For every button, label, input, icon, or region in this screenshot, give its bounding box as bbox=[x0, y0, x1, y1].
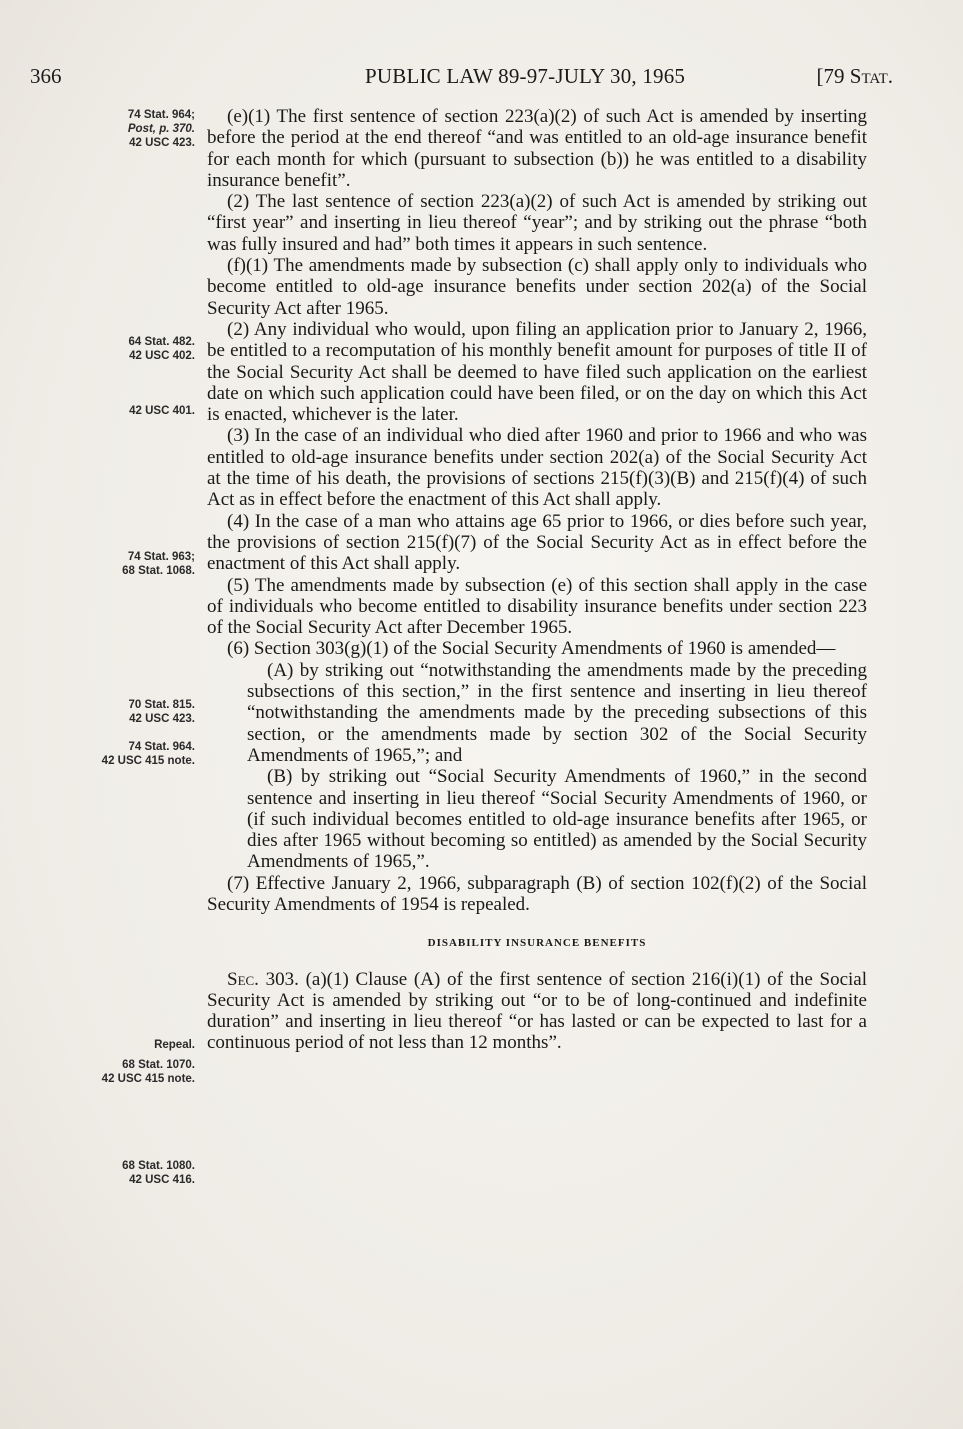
margin-note: 74 Stat. 964. 42 USC 415 note. bbox=[101, 741, 195, 767]
section-label: Sec. 303. bbox=[227, 968, 299, 990]
paragraph: (f)(1) The amendments made by subsection (c) shall apply only to individuals who become entitled to old-age insurance benefits under section 202(a) of the Social Security Act after 1965. bbox=[207, 255, 867, 319]
margin-note: 64 Stat. 482. 42 USC 402. bbox=[128, 336, 195, 362]
margin-note: 74 Stat. 963; 68 Stat. 1068. bbox=[122, 551, 195, 577]
page-header bbox=[30, 64, 893, 94]
paragraph: (4) In the case of a man who attains age 65 prior to 1966, or dies before such year, the provisions of section 215(f)(7) of the Social Security Act as in effect before the enactment of this Act shall apply. bbox=[207, 510, 867, 575]
margin-note: 70 Stat. 815. 42 USC 423. bbox=[128, 699, 195, 725]
section-text: (a)(1) Clause (A) of the first sentence of section 216(i)(1) of the Social Security Act is amended by striking out “or to be of long-continued and indefinite duration” and inserting in lieu thereof “or has lasted or can be expected to last for a continuous period of not less than 12 months”. bbox=[207, 968, 867, 1054]
volume-reference: [79 Stat. bbox=[816, 64, 893, 88]
page-number: 366 bbox=[30, 64, 62, 88]
document-body bbox=[207, 106, 867, 1054]
paragraph: (3) In the case of an individual who died after 1960 and prior to 1966 and who was entitled to old-age insurance benefits under section 202(a) of the Social Security Act at the time of his death, the provisions of sections 215(f)(3)(B) and 215(f)(4) of such Act as in effect before the enactment of this Act shall apply. bbox=[207, 425, 867, 511]
margin-note: 68 Stat. 1070. 42 USC 415 note. bbox=[101, 1059, 195, 1085]
section-paragraph bbox=[207, 969, 867, 1054]
paragraph: (2) Any individual who would, upon filing an application prior to January 2, 1966, be entitled to a recomputation of his monthly benefit amount for purposes of title II of the Social Security Act shall be deemed to have filed such application on the earliest date on which such application could have been filed, or on the day on which this Act is enacted, whichever is the later. bbox=[207, 318, 867, 426]
subparagraph: (B) by striking out “Social Security Amendments of 1960,” in the second sentence and inserting in lieu thereof “Social Security Amendments of 1960, or (if such individual becomes entitled to old-age insurance benefits after 1965, or dies after 1965 without becoming so entitled) as amended by the Social Security Amendments of 1965,”. bbox=[247, 766, 867, 873]
page-title: PUBLIC LAW 89-97-JULY 30, 1965 bbox=[365, 64, 686, 88]
margin-note: 42 USC 401. bbox=[129, 405, 195, 417]
paragraph: (5) The amendments made by subsection (e) of this section shall apply in the case of individuals who become entitled to disability insurance benefits under section 223 of the Social Security Act after December 1965. bbox=[207, 574, 867, 639]
margin-note: 74 Stat. 964; Post, p. 370. 42 USC 423. bbox=[127, 109, 195, 149]
paragraph: (e)(1) The first sentence of section 223(a)(2) of such Act is amended by inserting before the period at the end thereof “and was entitled to an old-age insurance benefit for each month for which (pursuant to subsection (b)) he was entitled to a disability insurance benefit”. bbox=[207, 106, 867, 191]
paragraph: (6) Section 303(g)(1) of the Social Security Amendments of 1960 is amended— bbox=[227, 638, 836, 660]
margin-note: Repeal. bbox=[154, 1039, 195, 1051]
section-heading: DISABILITY INSURANCE BENEFITS bbox=[427, 937, 647, 950]
paragraph: (7) Effective January 2, 1966, subparagraph (B) of section 102(f)(2) of the Social Security Amendments of 1954 is repealed. bbox=[207, 872, 867, 915]
paragraph: (2) The last sentence of section 223(a)(2) of such Act is amended by striking out “first year” and inserting in lieu thereof “year”; and by striking out the phrase “both was fully insured and had” both times it appears in such sentence. bbox=[207, 191, 867, 255]
margin-note: 68 Stat. 1080. 42 USC 416. bbox=[122, 1160, 195, 1186]
subparagraph: (A) by striking out “notwithstanding the amendments made by the preceding subsections of this section,” in the first sentence and inserting in lieu thereof “notwithstanding the amendments made by the preceding subsections of this section, or the amendments made by section 302 of the Social Security Amendments of 1965,”; and bbox=[247, 659, 867, 766]
